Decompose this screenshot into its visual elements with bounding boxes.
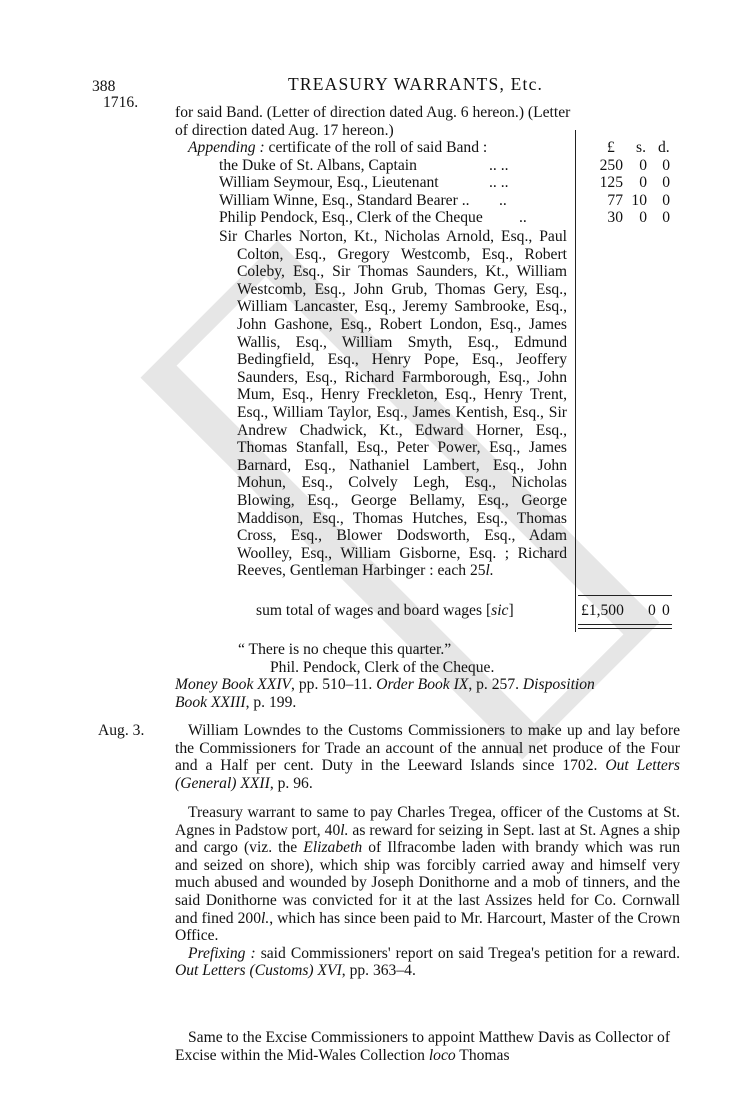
total-rule-top — [578, 595, 672, 596]
page-number: 388 — [92, 78, 116, 95]
total-rule-bottom-2 — [578, 628, 672, 629]
roll-row — [219, 157, 680, 175]
roll-name: William Seymour, Esq., Lieutenant — [219, 174, 439, 191]
roll-shillings: 0 — [639, 174, 647, 191]
roll-name: the Duke of St. Albans, Captain — [219, 157, 417, 174]
roll-pence: 0 — [662, 174, 670, 191]
roll-name: Philip Pendock, Esq., Clerk of the Cheque — [219, 209, 483, 226]
intro-paragraph — [175, 104, 680, 139]
roll-pence: 0 — [662, 157, 670, 174]
roll-pounds: 77 — [607, 192, 623, 209]
references-1: Money Book XXIV, pp. 510–11. Order Book IX, p. 257. Disposition Book XXIII, p. 199. — [175, 676, 595, 711]
sic-mark: sic — [491, 602, 509, 619]
roll-shillings: 0 — [639, 209, 647, 226]
total-pence: 0 — [662, 602, 670, 619]
total-shillings: 0 — [648, 602, 656, 619]
total-rule-bottom-1 — [578, 624, 672, 625]
appending-text: certificate of the roll of said Band : — [264, 139, 488, 156]
roll-row — [219, 174, 680, 192]
running-header-title: TREASURY WARRANTS, Etc. — [288, 74, 544, 94]
roll-pence: 0 — [662, 192, 670, 209]
roll-pounds: 30 — [607, 209, 623, 226]
roll-row — [219, 209, 680, 227]
total-pounds: £1,500 — [581, 602, 624, 619]
ship-name: Elizabeth — [303, 839, 363, 857]
roll-shillings: 10 — [631, 192, 647, 209]
gentlemen-list — [219, 228, 567, 580]
intro-line-1: for said Band. (Letter of direction dated Aug. 6 hereon.) (Letter — [175, 104, 571, 121]
col-head-pence: d. — [658, 139, 670, 156]
roll-pounds: 250 — [599, 157, 623, 174]
total-label: sum total of wages and board wages [sic] — [256, 602, 514, 619]
signature: Phil. Pendock, Clerk of the Cheque. — [270, 659, 495, 676]
quote: “ There is no cheque this quarter.” — [238, 641, 452, 658]
roll-row — [219, 192, 680, 210]
appending-line — [188, 139, 487, 157]
roll-pounds: 125 — [599, 174, 623, 191]
roll-dots: .. .. — [489, 157, 509, 174]
entry-tregea: Treasury warrant to same to pay Charles Tregea, officer of the Customs at St. Agnes in Padstow port, 40l. as reward for seizing in Sept. last at St. Agnes a ship and cargo (viz. the Elizabeth of Ilfracombe laden with brandy which was run and seized on shore), which ship was forcibly carried away and himself very much abused and wounded by Joseph Donithorne and a mob of tinners, and the said Donithorne was convicted for it at the last Assizes held for Co. Cornwall and fined 200l., which has since been paid to Mr. Harcourt, Master of the Crown Office. Prefixing : said Commissioners' report on said Tregea's petition for a reward. Out Letters (Customs) XVI, pp. 363–4. — [175, 804, 681, 980]
col-head-pounds: £ — [607, 139, 615, 156]
roll-dots: .. .. — [489, 174, 509, 191]
appending-label: Appending : — [188, 139, 265, 156]
roll-dots: .. — [519, 209, 527, 226]
margin-year: 1716. — [103, 94, 139, 111]
roll-shillings: 0 — [639, 157, 647, 174]
gentlemen-unit: l. — [485, 562, 494, 580]
intro-line-2: of direction dated Aug. 17 hereon.) — [175, 121, 394, 139]
gentlemen-names: Sir Charles Norton, Kt., Nicholas Arnold, Esq., Paul Colton, Esq., Gregory Westcomb, Esq., Robert Coleby, Esq., Sir Thomas Saunders, Kt., William Westcomb, Esq., John Grub, Thomas Gery, Esq., William Lancaster, Esq., Jeremy Sambrooke, Esq., John Gashone, Esq., Robert London, Esq., James Wallis, Esq., William Smyth, Esq., Edmund Bedingfield, Esq., Henry Pope, Esq., Jeoffery Saunders, Esq., Richard Farmborough, Esq., John Mum, Esq., Henry Freckleton, Esq., Henry Trent, Esq., William Taylor, Esq., James Kentish, Esq., Sir Andrew Chadwick, Kt., Edward Horner, Esq., Thomas Stanfall, Esq., Peter Power, Esq., James Barnard, Esq., Nathaniel Lambert, Esq., John Mohun, Esq., Colvely Legh, Esq., Nicholas Blowing, Esq., George Bellamy, Esq., George Maddison, Esq., Thomas Hutches, Esq., Thomas Cross, Esq., Blower Dodsworth, Esq., Adam Woolley, Esq., William Gisborne, Esq. ; Richard Reeves, Gentleman Harbinger : each 25 — [219, 228, 567, 580]
amount-column-rule — [575, 130, 576, 632]
entry-aug3: William Lowndes to the Customs Commissioners to make up and lay before the Commissioners for Trade an account of the annual net produce of the Four and a Half per cent. Duty in the Leeward Islands since 1702. Out Letters (General) XXII, p. 96. — [175, 722, 680, 792]
roll-name: William Winne, Esq., Standard Bearer .. — [219, 192, 470, 209]
entry-davis: Same to the Excise Commissioners to appoint Matthew Davis as Collector of Excise within the Mid-Wales Collection loco Thomas — [175, 1029, 671, 1064]
roll-dots: .. — [499, 192, 507, 209]
roll-pence: 0 — [662, 209, 670, 226]
margin-date-aug3: Aug. 3. — [98, 722, 145, 739]
col-head-shillings: s. — [636, 139, 646, 156]
